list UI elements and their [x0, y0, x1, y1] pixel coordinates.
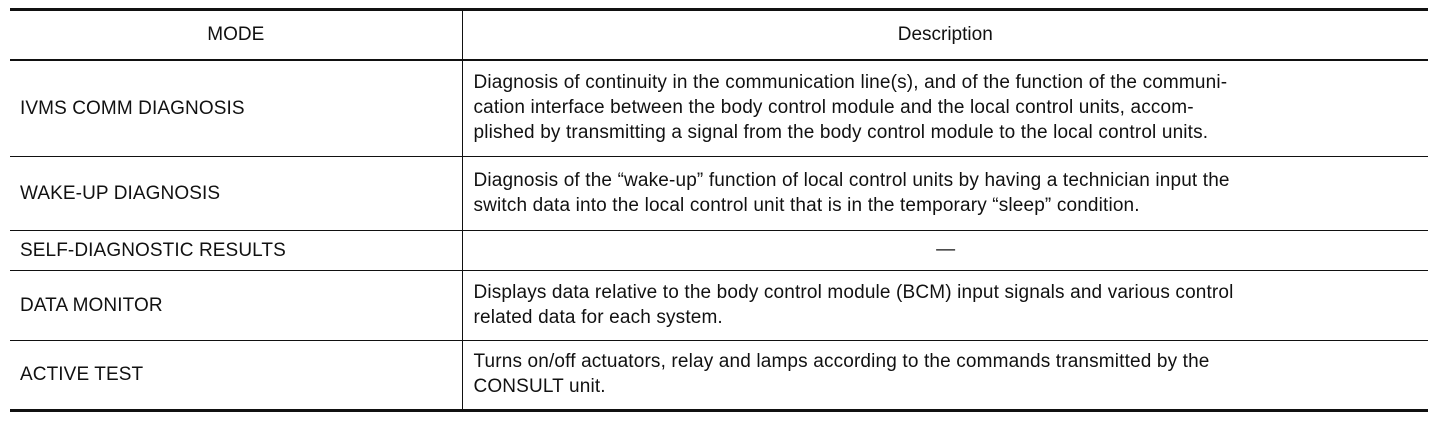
description-cell — [462, 60, 1428, 156]
description-line: Diagnosis of the “wake-up” function of local control units by having a technician input the — [473, 169, 1230, 191]
table-row — [10, 60, 1428, 156]
mode-column-header: MODE — [10, 10, 462, 61]
description-line: cation interface between the body control module and the local control units, accom- — [473, 97, 1194, 119]
table-row — [10, 156, 1428, 230]
mode-cell: ACTIVE TEST — [10, 340, 462, 410]
consult-mode-table — [10, 8, 1428, 412]
mode-cell: DATA MONITOR — [10, 270, 462, 340]
description-line: Turns on/off actuators, relay and lamps according to the commands transmitted by the — [473, 351, 1210, 372]
table-header-row — [10, 10, 1428, 61]
description-line: CONSULT unit. — [473, 376, 606, 397]
description-line: related data for each system. — [473, 306, 723, 328]
table-row — [10, 270, 1428, 340]
description-line: plished by transmitting a signal from the body control module to the local control units. — [473, 122, 1209, 144]
description-line: switch data into the local control unit that is in the temporary “sleep” condition. — [473, 194, 1140, 216]
description-cell — [462, 340, 1428, 410]
description-cell — [462, 230, 1428, 270]
empty-description-dash: — — [936, 239, 956, 260]
description-line: Diagnosis of continuity in the communication line(s), and of the function of the communi- — [473, 72, 1228, 94]
description-line: Displays data relative to the body control module (BCM) input signals and various control — [473, 281, 1234, 303]
mode-cell: IVMS COMM DIAGNOSIS — [20, 97, 245, 119]
mode-cell: SELF-DIAGNOSTIC RESULTS — [10, 230, 462, 270]
description-cell — [462, 270, 1428, 340]
table-row — [10, 340, 1428, 410]
mode-cell: WAKE-UP DIAGNOSIS — [10, 156, 462, 230]
table-row — [10, 230, 1428, 270]
description-cell — [462, 156, 1428, 230]
description-column-header: Description — [462, 10, 1428, 61]
